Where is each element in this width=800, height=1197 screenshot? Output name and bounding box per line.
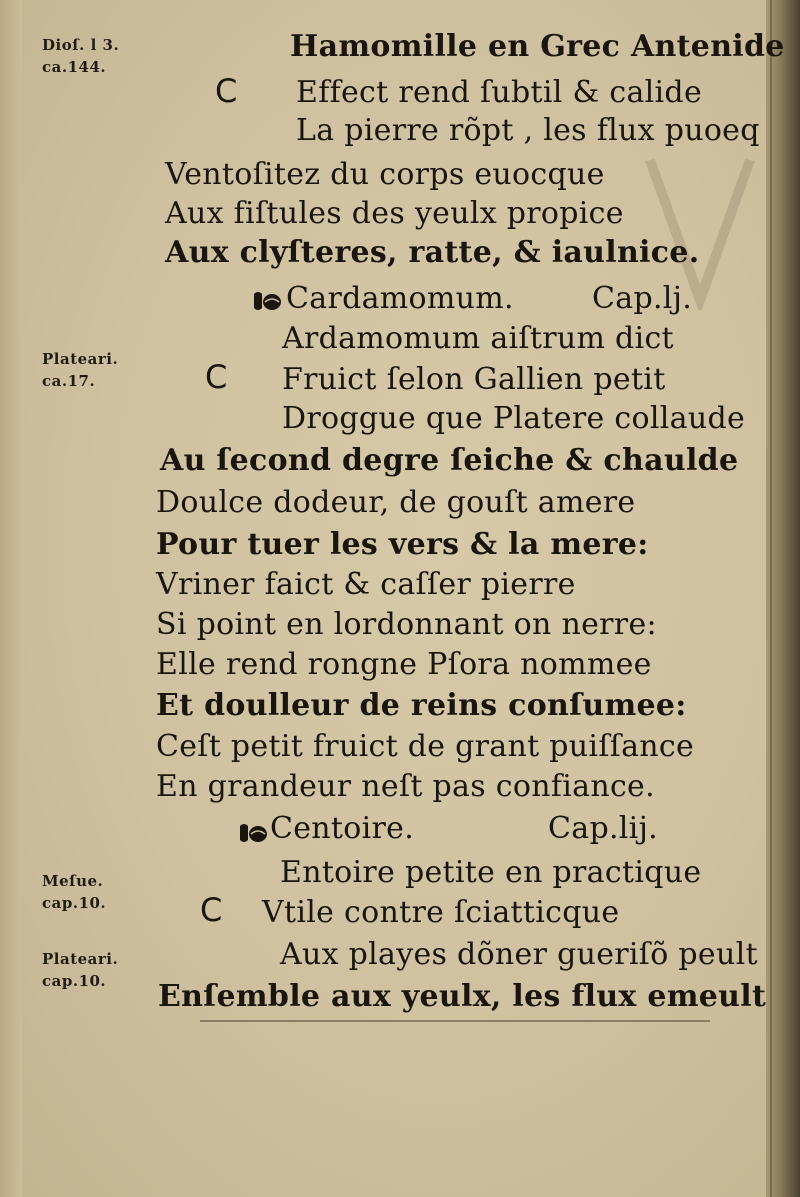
margin-note-line: ca.144. bbox=[42, 58, 107, 76]
chapter-heading-number: Cap.lj. bbox=[592, 281, 693, 316]
verse-line: Droggue que Platere collaude bbox=[282, 401, 746, 436]
verse-line: Entoire petite en practique bbox=[280, 855, 702, 890]
verse-line: Effect rend ſubtil & calide bbox=[296, 75, 702, 110]
margin-note-line: cap.10. bbox=[42, 972, 107, 990]
margin-note-plateari bbox=[42, 348, 118, 392]
chapter-heading-title: Centoire. bbox=[270, 811, 415, 846]
margin-note-plateari-2 bbox=[42, 948, 118, 992]
margin-note-line: Plateari. bbox=[42, 350, 119, 368]
margin-note-line: Plateari. bbox=[42, 950, 119, 968]
verse-line: Vriner faict & caſſer pierre bbox=[156, 567, 576, 602]
initial-capital: C bbox=[200, 891, 223, 929]
verse-line: La pierre rõpt , les flux puoeq bbox=[296, 113, 760, 148]
initial-capital: C bbox=[215, 72, 238, 110]
margin-note-line: ca.17. bbox=[42, 372, 96, 390]
leaf-ornament-icon bbox=[238, 820, 268, 846]
verse-line: Aux fiſtules des yeulx propice bbox=[165, 196, 624, 231]
verse-line: Ardamomum aiſtrum dict bbox=[282, 321, 674, 356]
verse-line: Aux clyſteres, ratte, & iaulnice. bbox=[165, 235, 700, 270]
verse-line: Aux playes dõner gueriſõ peult bbox=[280, 937, 758, 972]
verse-line: Pour tuer les vers & la mere: bbox=[156, 527, 649, 562]
verse-line: Si point en lordonnant on nerre: bbox=[156, 607, 657, 642]
verse-line: Vtile contre ſciatticque bbox=[262, 895, 620, 930]
leaf-ornament-icon bbox=[252, 288, 282, 314]
gutter-line bbox=[770, 0, 772, 1197]
verse-line: Elle rend rongne Pſora nommee bbox=[156, 647, 652, 682]
verse-line: Enſemble aux yeulx, les flux emeult bbox=[158, 979, 767, 1014]
initial-capital: C bbox=[205, 358, 228, 396]
chapter-heading-title: Cardamomum. bbox=[286, 281, 514, 316]
chapter-heading-number: Cap.lij. bbox=[548, 811, 659, 846]
verse-line: Au ſecond degre ſeiche & chaulde bbox=[160, 443, 739, 478]
margin-note-line: cap.10. bbox=[42, 894, 107, 912]
verse-line: Doulce dodeur, de gouſt amere bbox=[156, 485, 636, 520]
verse-line: Hamomille en Grec Antenide bbox=[290, 29, 785, 64]
verse-line: Ventoſitez du corps euocque bbox=[165, 157, 605, 192]
page-left-edge bbox=[0, 0, 22, 1197]
verse-line: En grandeur neſt pas confiance. bbox=[156, 769, 655, 804]
margin-note-line: Dioſ. l 3. bbox=[42, 36, 120, 54]
margin-note-mesue bbox=[42, 870, 106, 914]
verse-line: Ceſt petit fruict de grant puiſſance bbox=[156, 729, 695, 764]
verse-line: Et doulleur de reins conſumee: bbox=[156, 688, 687, 723]
margin-note-line: Meſue. bbox=[42, 872, 104, 890]
margin-note-diosc bbox=[42, 34, 119, 78]
verse-line: Fruict ſelon Gallien petit bbox=[282, 362, 666, 397]
bottom-rule bbox=[200, 1020, 710, 1022]
